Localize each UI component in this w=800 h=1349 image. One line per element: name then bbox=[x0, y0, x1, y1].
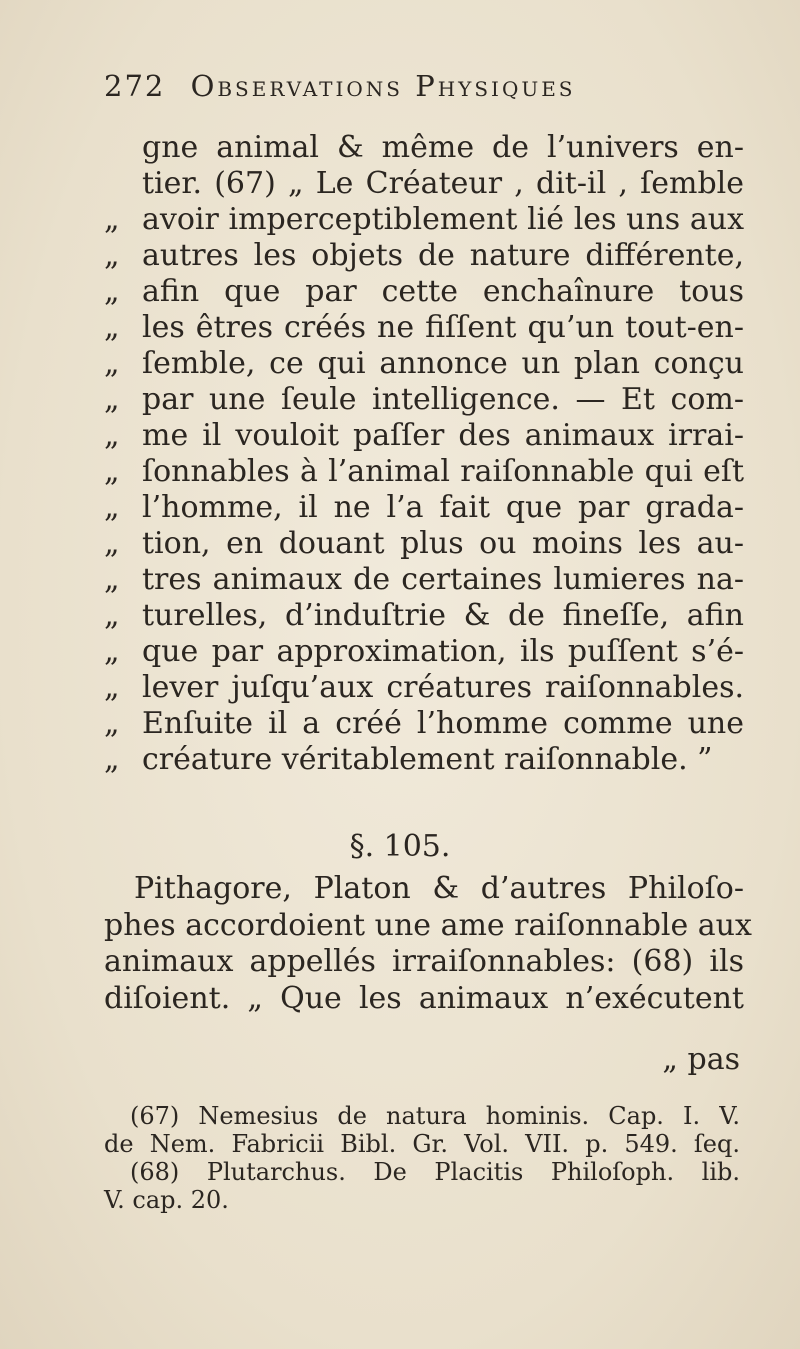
text-line bbox=[104, 526, 744, 562]
text-line bbox=[104, 202, 744, 238]
line-text: tion, en douant plus ou moins les au- bbox=[142, 526, 744, 561]
quote-mark: „ bbox=[104, 382, 120, 417]
quote-mark: „ bbox=[104, 670, 120, 705]
line-text: les êtres créés ne fiſſent qu’un tout-en- bbox=[142, 310, 744, 345]
line-text: avoir imperceptiblement lié les uns aux bbox=[142, 202, 744, 237]
quote-mark bbox=[104, 166, 142, 202]
text-line bbox=[104, 670, 744, 706]
line-text: turelles, d’induſtrie & de fineſſe, afin bbox=[142, 598, 744, 633]
quote-mark: „ bbox=[104, 634, 120, 669]
text-line bbox=[104, 598, 744, 634]
text-line bbox=[104, 742, 744, 778]
footnote-line bbox=[104, 1158, 740, 1186]
text-line bbox=[104, 454, 744, 490]
text-line bbox=[104, 310, 744, 346]
line-text: tier. (67) „ Le Créateur , dit-il , ſemble bbox=[142, 166, 744, 201]
quote-mark: „ bbox=[104, 310, 120, 345]
line-text: me il vouloit paſſer des animaux irrai- bbox=[142, 418, 744, 453]
quote-mark: „ bbox=[104, 490, 120, 525]
quote-mark: „ bbox=[104, 598, 120, 633]
line-text: autres les objets de nature différente, bbox=[142, 238, 744, 273]
line-text: par une ſeule intelligence. — Et com- bbox=[142, 382, 744, 417]
quote-mark: „ bbox=[104, 202, 120, 237]
footnote-line bbox=[104, 1130, 740, 1158]
line-text: diſoient. „ Que les animaux n’exécutent bbox=[104, 980, 744, 1016]
text-line bbox=[104, 274, 744, 310]
line-text: ſonnables à l’animal raiſonnable qui eſt bbox=[142, 454, 744, 489]
line-text: (67) Nemesius de natura hominis. Cap. I. V. bbox=[130, 1102, 740, 1130]
line-text: que par approximation, ils puſſent s’é- bbox=[142, 634, 744, 669]
catchword: „ pas bbox=[662, 1042, 740, 1077]
text-line bbox=[104, 907, 752, 945]
line-text: ſemble, ce qui annonce un plan conçu bbox=[142, 346, 744, 381]
text-line bbox=[104, 238, 744, 274]
running-header bbox=[104, 66, 704, 106]
text-line bbox=[104, 346, 744, 382]
line-text: l’homme, il ne l’a fait que par grada- bbox=[142, 490, 744, 525]
text-line bbox=[104, 634, 744, 670]
line-text: Enſuite il a créé l’homme comme une bbox=[142, 706, 744, 741]
text-line bbox=[104, 871, 744, 908]
quote-mark: „ bbox=[104, 274, 120, 309]
line-text: animaux appellés irraiſonnables: (68) ils bbox=[104, 944, 744, 979]
text-line bbox=[104, 382, 744, 418]
section-heading: §. 105. bbox=[349, 829, 451, 864]
text-line bbox=[104, 944, 744, 981]
line-text: tres animaux de certaines lumieres na- bbox=[142, 562, 744, 597]
main-paragraph bbox=[104, 130, 744, 778]
text-line bbox=[104, 166, 744, 202]
quote-mark bbox=[104, 130, 142, 166]
line-text: V. cap. 20. bbox=[104, 1186, 229, 1214]
line-text: gne animal & même de l’univers en- bbox=[142, 130, 744, 165]
line-text: de Nem. Fabricii Bibl. Gr. Vol. VII. p. 549. ſeq. bbox=[104, 1130, 740, 1158]
quote-mark: „ bbox=[104, 706, 120, 741]
line-text: créature véritablement raiſonnable. ” bbox=[142, 742, 713, 777]
line-text: afin que par cette enchaînure tous bbox=[142, 274, 744, 309]
quote-mark: „ bbox=[104, 454, 120, 489]
text-line bbox=[104, 418, 744, 454]
text-line bbox=[104, 706, 744, 742]
line-text: phes accordoient une ame raiſonnable aux bbox=[104, 907, 752, 943]
quote-mark: „ bbox=[104, 238, 120, 273]
quote-mark: „ bbox=[104, 562, 120, 597]
quote-mark: „ bbox=[104, 346, 120, 381]
quote-mark: „ bbox=[104, 742, 120, 777]
running-title: Observations Physiques bbox=[190, 69, 576, 103]
page-number: 272 bbox=[104, 69, 166, 103]
quote-mark: „ bbox=[104, 526, 120, 561]
line-text: lever juſqu’aux créatures raiſonnables. bbox=[142, 670, 744, 705]
second-paragraph bbox=[104, 871, 752, 1017]
text-line bbox=[104, 490, 744, 526]
footnotes bbox=[104, 1102, 740, 1214]
line-text: Pithagore, Platon & d’autres Philoſo- bbox=[134, 871, 744, 906]
text-line bbox=[104, 130, 744, 166]
quote-mark: „ bbox=[104, 418, 120, 453]
footnote-line bbox=[104, 1102, 740, 1130]
text-line bbox=[104, 562, 744, 598]
text-line bbox=[104, 981, 744, 1018]
footnote-line bbox=[104, 1186, 740, 1214]
line-text: (68) Plutarchus. De Placitis Philoſoph. lib. bbox=[130, 1158, 740, 1186]
